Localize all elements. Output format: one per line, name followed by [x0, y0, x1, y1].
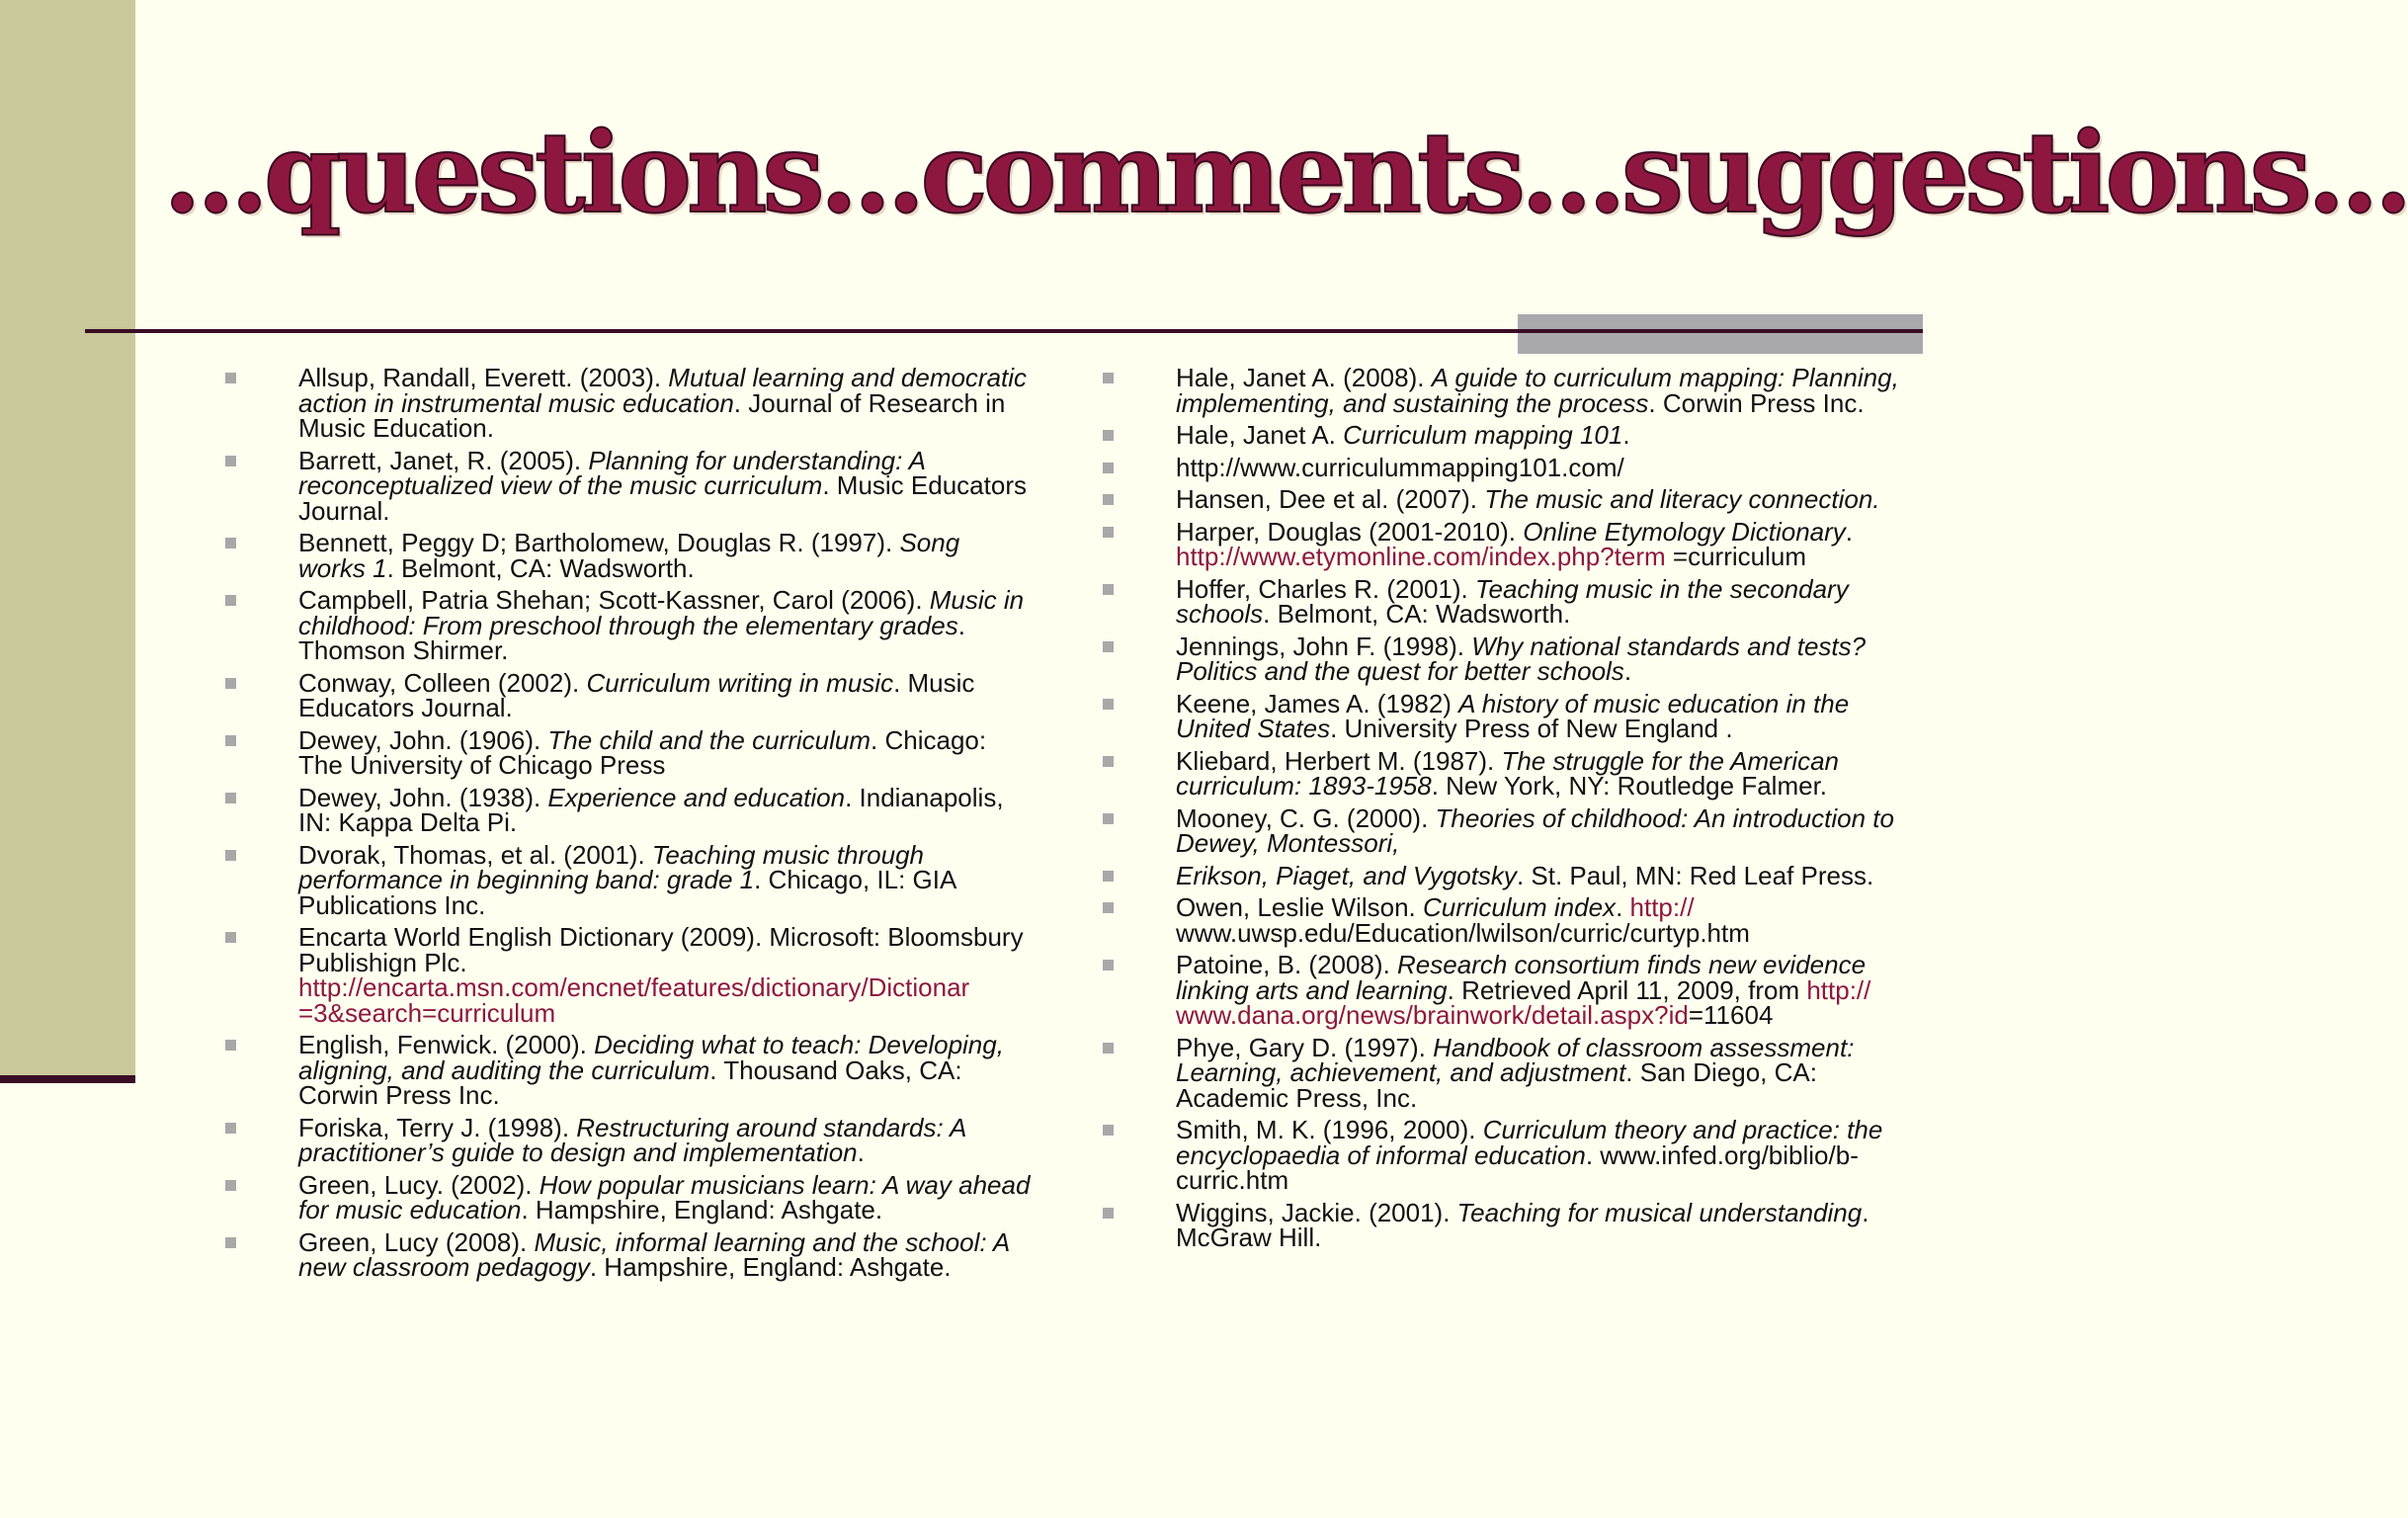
square-bullet-icon: [1103, 1043, 1114, 1054]
reference-text: [1176, 746, 1839, 801]
square-bullet-icon: [225, 538, 236, 548]
reference-item: [1100, 516, 1920, 571]
reference-segment: Mooney, C. G. (2000).: [1176, 802, 1436, 833]
reference-title: Research consortium finds new evidence linking arts and learning: [1176, 950, 1867, 1005]
reference-text: [1176, 632, 1866, 687]
reference-segment: . Chicago: The University of Chicago Press: [298, 724, 987, 780]
reference-title: Curriculum writing in music: [586, 667, 894, 698]
square-bullet-icon: [1103, 527, 1114, 538]
square-bullet-icon: [225, 1123, 236, 1134]
reference-item: [1100, 631, 1920, 686]
reference-segment: . Belmont, CA: Wadsworth.: [386, 552, 695, 583]
reference-title: Song works 1: [298, 528, 960, 583]
square-bullet-icon: [1103, 871, 1114, 882]
square-bullet-icon: [1103, 641, 1114, 652]
reference-title: Handbook of classroom assessment: Learning, achievement, and adjustment: [1176, 1032, 1855, 1087]
square-bullet-icon: [225, 456, 236, 466]
reference-segment: .: [1616, 892, 1630, 922]
reference-title: A history of music education in the United States: [1176, 688, 1850, 743]
reference-item: [222, 1112, 1033, 1167]
square-bullet-icon: [225, 735, 236, 746]
reference-text: [1176, 484, 1880, 514]
reference-segment: Hale, Janet A.: [1176, 420, 1344, 450]
reference-item: [1100, 452, 1920, 482]
reference-segment: . Hampshire, England: Ashgate.: [521, 1195, 883, 1224]
reference-item: [1100, 1115, 1920, 1195]
reference-title: Theories of childhood: An introduction to Dewey, Montessori,: [1176, 802, 1894, 858]
reference-segment: http://www.curriculummapping101.com/: [1176, 452, 1624, 482]
reference-segment: . Music Educators Journal.: [298, 470, 1027, 526]
reference-segment: . University Press of New England .: [1330, 714, 1733, 743]
reference-segment: Jennings, John F. (1998).: [1176, 631, 1472, 661]
reference-segment: .: [1845, 516, 1854, 547]
reference-title: The music and literacy connection.: [1484, 484, 1880, 514]
reference-text: [1176, 861, 1873, 890]
reference-segment: . Music Educators Journal.: [298, 667, 975, 722]
square-bullet-icon: [1103, 756, 1114, 767]
reference-item: [1100, 363, 1920, 418]
reference-text: [298, 1227, 1009, 1283]
reference-segment: . Corwin Press Inc.: [1648, 387, 1865, 418]
reference-text: [1176, 689, 1849, 744]
reference-segment: .: [1623, 656, 1632, 686]
square-bullet-icon: [1103, 699, 1114, 710]
reference-title: The struggle for the American curriculum: 1893-1958: [1176, 745, 1839, 801]
reference-item: [1100, 1032, 1920, 1113]
reference-segment: English, Fenwick. (2000).: [298, 1030, 595, 1059]
reference-segment: =11604: [1688, 1000, 1774, 1030]
reference-segment: Green, Lucy (2008).: [298, 1226, 535, 1257]
square-bullet-icon: [1103, 1125, 1114, 1136]
reference-link[interactable]: http:// www.dana.org/news/brainwork/detail.aspx?id: [1176, 974, 1871, 1030]
reference-text: [1176, 1115, 1882, 1195]
reference-text: [1176, 453, 1624, 482]
reference-segment: Dvorak, Thomas, et al. (2001).: [298, 839, 652, 870]
square-bullet-icon: [225, 595, 236, 606]
reference-segment: . Journal of Research in Music Education.: [298, 387, 1006, 443]
reference-item: [222, 1226, 1033, 1282]
square-bullet-icon: [1103, 430, 1114, 441]
reference-item: [1100, 802, 1920, 858]
reference-segment: Barrett, Janet, R. (2005).: [298, 445, 589, 475]
reference-text: [298, 1170, 1030, 1225]
reference-segment: =curriculum: [1665, 542, 1807, 571]
reference-segment: Phye, Gary D. (1997).: [1176, 1032, 1434, 1062]
reference-item: [222, 528, 1033, 583]
reference-segment: .: [857, 1138, 865, 1167]
reference-segment: Conway, Colleen (2002).: [298, 667, 587, 698]
reference-text: [298, 725, 986, 781]
reference-segment: Kliebard, Herbert M. (1987).: [1176, 745, 1502, 776]
reference-link[interactable]: http://: [1629, 892, 1695, 922]
reference-title: Music in childhood: From preschool through the elementary grades: [298, 585, 1025, 640]
square-bullet-icon: [225, 373, 236, 383]
reference-title: Curriculum index: [1422, 892, 1617, 922]
reference-text: [298, 922, 1024, 1028]
reference-text: [1176, 950, 1870, 1030]
reference-item: [222, 445, 1033, 526]
reference-text: [298, 363, 1027, 443]
reference-title: Online Etymology Dictionary: [1523, 516, 1846, 547]
reference-title: Curriculum mapping 101: [1343, 420, 1623, 450]
square-bullet-icon: [1103, 463, 1114, 473]
side-band: [0, 0, 135, 1075]
reference-segment: . San Diego, CA: Academic Press, Inc.: [1176, 1057, 1817, 1113]
title-divider: [85, 329, 1923, 333]
reference-item: [1100, 892, 1920, 948]
square-bullet-icon: [1103, 494, 1114, 505]
reference-segment: .: [1622, 420, 1630, 450]
references-left-column: [222, 363, 1033, 1288]
reference-text: [1176, 517, 1853, 572]
reference-text: [1176, 363, 1899, 418]
reference-item: [1100, 420, 1920, 450]
reference-text: [298, 783, 1004, 838]
reference-segment: Foriska, Terry J. (1998).: [298, 1112, 577, 1142]
reference-segment: Encarta World English Dictionary (2009). Microsoft: Bloomsbury Publishign Plc.: [298, 922, 1024, 977]
square-bullet-icon: [225, 1237, 236, 1248]
reference-item: [222, 724, 1033, 780]
reference-item: [222, 585, 1033, 665]
reference-item: [222, 667, 1033, 722]
square-bullet-icon: [225, 1040, 236, 1051]
reference-segment: Green, Lucy. (2002).: [298, 1169, 540, 1200]
square-bullet-icon: [225, 1180, 236, 1191]
square-bullet-icon: [225, 678, 236, 689]
reference-item: [1100, 1197, 1920, 1252]
references-right-column: [1100, 363, 1920, 1258]
reference-title: Teaching music in the secondary schools: [1176, 573, 1849, 629]
reference-title: Teaching for musical understanding: [1456, 1197, 1863, 1227]
reference-segment: . Belmont, CA: Wadsworth.: [1263, 599, 1571, 629]
square-bullet-icon: [1103, 902, 1114, 913]
reference-segment: . Hampshire, England: Ashgate.: [589, 1252, 952, 1282]
reference-segment: Wiggins, Jackie. (2001).: [1176, 1197, 1457, 1227]
reference-item: [222, 922, 1033, 1028]
reference-item: [222, 839, 1033, 920]
reference-segment: Hansen, Dee et al. (2007).: [1176, 484, 1485, 514]
reference-segment: Patoine, B. (2008).: [1176, 950, 1398, 979]
reference-segment: Keene, James A. (1982): [1176, 688, 1459, 718]
square-bullet-icon: [1103, 373, 1114, 383]
reference-segment: Dewey, John. (1906).: [298, 724, 548, 755]
reference-title: Why national standards and tests? Politics and the quest for better schools: [1176, 631, 1867, 686]
slide-title: ...questions...comments...suggestions...: [163, 109, 2408, 238]
side-band-accent: [0, 1075, 135, 1083]
reference-segment: Campbell, Patria Shehan; Scott-Kassner, Carol (2006).: [298, 585, 930, 615]
title-accent-bar: [1518, 314, 1923, 354]
reference-item: [222, 1030, 1033, 1110]
reference-text: [298, 585, 1024, 665]
reference-segment: . Indianapolis, IN: Kappa Delta Pi.: [298, 782, 1004, 837]
reference-item: [1100, 950, 1920, 1030]
reference-title: Music, informal learning and the school: A new classroom pedagogy: [298, 1226, 1010, 1282]
reference-segment: . New York, NY: Routledge Falmer.: [1431, 771, 1828, 801]
reference-item: [1100, 484, 1920, 514]
reference-segment: Allsup, Randall, Everett. (2003).: [298, 363, 669, 392]
square-bullet-icon: [1103, 960, 1114, 970]
reference-text: [298, 668, 974, 723]
reference-item: [1100, 573, 1920, 629]
reference-title: Experience and education: [547, 782, 846, 812]
reference-segment: Owen, Leslie Wilson.: [1176, 892, 1423, 922]
reference-title: The child and the curriculum: [547, 724, 872, 755]
reference-text: [298, 446, 1027, 526]
reference-segment: . Thousand Oaks, CA: Corwin Press Inc.: [298, 1054, 962, 1110]
reference-text: [298, 840, 955, 920]
reference-text: [298, 1113, 965, 1168]
reference-item: [222, 363, 1033, 443]
reference-segment: . McGraw Hill.: [1176, 1197, 1869, 1252]
reference-title: Mutual learning and democratic action in instrumental music education: [298, 363, 1028, 418]
reference-text: [298, 1030, 1004, 1110]
reference-text: [298, 528, 959, 583]
square-bullet-icon: [225, 793, 236, 803]
reference-segment: Smith, M. K. (1996, 2000).: [1176, 1115, 1483, 1144]
square-bullet-icon: [1103, 1208, 1114, 1219]
reference-title: Erikson, Piaget, and Vygotsky: [1176, 860, 1517, 890]
reference-title: Deciding what to teach: Developing, aligning, and auditing the curriculum: [298, 1030, 1004, 1085]
reference-text: [1176, 1033, 1854, 1113]
reference-title: Restructuring around standards: A practitioner’s guide to design and implementation: [298, 1112, 966, 1167]
reference-title: Planning for understanding: A reconceptualized view of the music curriculum: [298, 445, 925, 500]
reference-item: [1100, 688, 1920, 743]
reference-segment: Hoffer, Charles R. (2001).: [1176, 573, 1475, 604]
reference-link[interactable]: http://www.etymonline.com/index.php?term: [1176, 542, 1666, 571]
reference-text: [1176, 420, 1630, 450]
reference-item: [222, 1169, 1033, 1224]
reference-segment: . www.infed.org/biblio/b-curric.htm: [1176, 1139, 1859, 1195]
reference-title: How popular musicians learn: A way ahead for music education: [298, 1169, 1031, 1224]
square-bullet-icon: [1103, 584, 1114, 595]
reference-title: A guide to curriculum mapping: Planning, implementing, and sustaining the process: [1176, 363, 1899, 418]
square-bullet-icon: [225, 850, 236, 861]
reference-segment: . St. Paul, MN: Red Leaf Press.: [1516, 860, 1874, 890]
reference-text: [1176, 574, 1849, 630]
reference-segment: www.uwsp.edu/Education/lwilson/curric/curtyp.htm: [1176, 917, 1750, 948]
reference-segment: . Thomson Shirmer.: [298, 610, 965, 665]
reference-title: Teaching music through performance in beginning band: grade 1: [298, 839, 925, 894]
reference-title: Curriculum theory and practice: the encyclopaedia of informal education: [1176, 1115, 1883, 1170]
reference-segment: Bennett, Peggy D; Bartholomew, Douglas R. (1997).: [298, 528, 900, 557]
reference-item: [222, 782, 1033, 837]
reference-segment: Hale, Janet A. (2008).: [1176, 363, 1432, 392]
square-bullet-icon: [225, 932, 236, 943]
reference-text: [1176, 1198, 1868, 1253]
reference-text: [1176, 803, 1894, 859]
reference-segment: . Chicago, IL: GIA Publications Inc.: [298, 865, 955, 920]
reference-link[interactable]: http://encarta.msn.com/encnet/features/dictionary/Dictionar =3&search=curriculum: [298, 972, 970, 1028]
reference-segment: . Retrieved April 11, 2009, from: [1447, 974, 1807, 1005]
reference-segment: Harper, Douglas (2001-2010).: [1176, 516, 1524, 547]
reference-item: [1100, 860, 1920, 890]
reference-segment: Dewey, John. (1938).: [298, 782, 548, 812]
reference-item: [1100, 745, 1920, 801]
reference-text: [1176, 892, 1750, 948]
square-bullet-icon: [1103, 813, 1114, 824]
